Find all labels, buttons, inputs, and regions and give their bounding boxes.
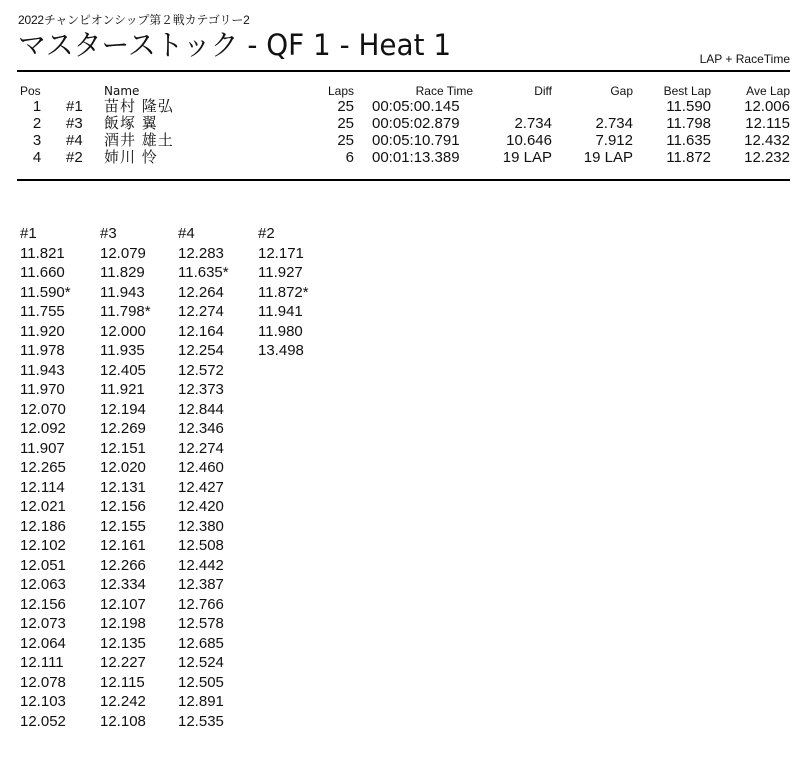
lap-column-car-header: #3 xyxy=(100,225,117,242)
lap-time-cell: 12.572 xyxy=(178,361,224,379)
lap-time-cell: 12.092 xyxy=(20,420,66,437)
lap-time-cell: 12.115 xyxy=(100,673,145,691)
lap-time-cell: 12.052 xyxy=(20,712,66,730)
lap-time-cell: 11.829 xyxy=(100,264,145,281)
lap-time-cell: 12.108 xyxy=(100,712,146,730)
lap-time-cell: 12.242 xyxy=(100,693,146,710)
result-pos: 4 xyxy=(32,149,42,166)
lap-time-cell: 12.844 xyxy=(178,400,224,418)
result-row xyxy=(0,115,800,132)
result-driver-name: 姉川 怜 xyxy=(104,148,158,166)
col-name-header: Name xyxy=(104,84,140,98)
result-laps: 25 xyxy=(337,132,354,149)
result-driver-name: 飯塚 翼 xyxy=(104,114,158,132)
lap-time-cell: 12.460 xyxy=(178,459,224,476)
lap-time-cell: 12.380 xyxy=(178,517,224,535)
result-row xyxy=(0,98,800,115)
lap-time-cell: 12.405 xyxy=(100,361,146,379)
lap-time-cell: 12.131 xyxy=(100,478,146,496)
lap-time-cell: 11.943 xyxy=(100,283,145,301)
lap-time-cell: 12.274 xyxy=(178,303,224,320)
lap-time-cell: 12.535 xyxy=(178,712,224,730)
lap-time-cell: 12.021 xyxy=(20,498,66,515)
lap-time-cell: 11.821 xyxy=(20,244,65,262)
lap-column-car-header: #1 xyxy=(20,225,37,242)
result-gap: 2.734 xyxy=(595,115,633,132)
timing-mode-label: LAP + RaceTime xyxy=(699,52,790,66)
lap-time-cell: 11.943 xyxy=(20,361,65,379)
col-laps-header: Laps xyxy=(327,84,354,98)
lap-time-cell: 12.442 xyxy=(178,556,224,574)
lap-time-cell: 12.346 xyxy=(178,420,224,437)
lap-time-cell: 12.427 xyxy=(178,478,224,496)
lap-time-cell: 12.283 xyxy=(178,244,224,262)
result-car-number: #3 xyxy=(66,115,83,132)
lap-time-cell: 12.135 xyxy=(100,634,146,652)
result-laps: 25 xyxy=(337,98,354,115)
result-ave-lap: 12.232 xyxy=(744,149,790,166)
result-gap: 7.912 xyxy=(595,132,633,149)
lap-time-cell: 11.941 xyxy=(258,303,303,320)
result-pos: 3 xyxy=(32,132,42,149)
lap-time-cell: 12.051 xyxy=(20,556,66,574)
lap-column xyxy=(20,224,100,731)
lap-time-cell: 12.079 xyxy=(100,244,146,262)
results-bottom-rule xyxy=(17,179,790,181)
page-title: マスターストック - QF 1 - Heat 1 xyxy=(18,28,452,62)
lap-time-cell: 11.872* xyxy=(258,283,309,301)
lap-time-cell: 12.891 xyxy=(178,693,224,710)
col-race-time-header: Race Time xyxy=(415,84,473,98)
col-pos-header: Pos xyxy=(20,84,41,98)
lap-time-cell: 12.274 xyxy=(178,439,224,457)
lap-time-cell: 11.980 xyxy=(258,322,303,340)
result-row xyxy=(0,132,800,149)
lap-column xyxy=(100,224,180,731)
lap-time-cell: 12.114 xyxy=(20,478,65,496)
lap-time-cell: 12.508 xyxy=(178,537,224,554)
result-race-time: 00:05:00.145 xyxy=(372,98,460,115)
col-diff-header: Diff xyxy=(534,84,552,98)
result-best-lap: 11.590 xyxy=(666,98,711,115)
result-laps: 6 xyxy=(345,149,354,166)
lap-time-cell: 12.064 xyxy=(20,634,66,652)
lap-time-cell: 11.921 xyxy=(100,381,145,398)
result-diff: 2.734 xyxy=(514,115,552,132)
result-driver-name: 酒井 雄土 xyxy=(104,131,174,149)
result-best-lap: 11.798 xyxy=(666,115,711,132)
result-diff: 19 LAP xyxy=(502,149,552,166)
lap-time-cell: 12.000 xyxy=(100,322,146,340)
lap-time-cell: 11.755 xyxy=(20,303,65,320)
col-ave-lap-header: Ave Lap xyxy=(746,84,790,98)
result-race-time: 00:05:02.879 xyxy=(372,115,460,132)
lap-time-cell: 12.578 xyxy=(178,615,224,632)
lap-time-cell: 12.107 xyxy=(100,595,146,613)
lap-time-cell: 12.387 xyxy=(178,576,224,593)
result-gap: 19 LAP xyxy=(583,149,633,166)
lap-time-cell: 12.103 xyxy=(20,693,66,710)
lap-time-cell: 12.063 xyxy=(20,576,66,593)
lap-time-cell: 12.254 xyxy=(178,342,224,359)
lap-time-cell: 12.156 xyxy=(20,595,66,613)
lap-time-cell: 11.798* xyxy=(100,303,151,320)
lap-time-cell: 11.970 xyxy=(20,381,65,398)
lap-time-cell: 12.269 xyxy=(100,420,146,437)
lap-time-cell: 12.171 xyxy=(258,244,304,262)
result-race-time: 00:01:13.389 xyxy=(372,149,460,166)
col-gap-header: Gap xyxy=(610,84,633,98)
lap-time-cell: 12.102 xyxy=(20,537,66,554)
lap-time-cell: 12.265 xyxy=(20,459,66,476)
results-header-row xyxy=(0,84,800,98)
lap-time-cell: 12.266 xyxy=(100,556,146,574)
lap-time-cell: 12.227 xyxy=(100,654,146,671)
lap-time-cell: 12.524 xyxy=(178,654,224,671)
lap-time-cell: 11.927 xyxy=(258,264,303,281)
results-table xyxy=(0,84,800,166)
event-subtitle: 2022チャンピオンシップ第２戦カテゴリー2 xyxy=(18,13,250,27)
lap-column xyxy=(178,224,258,731)
lap-time-cell: 11.660 xyxy=(20,264,65,281)
lap-time-cell: 12.073 xyxy=(20,615,66,632)
result-car-number: #4 xyxy=(66,132,83,149)
lap-time-cell: 12.111 xyxy=(20,654,64,671)
lap-column-car-header: #2 xyxy=(258,225,275,242)
result-laps: 25 xyxy=(337,115,354,132)
lap-time-cell: 11.920 xyxy=(20,322,65,340)
lap-time-cell: 12.155 xyxy=(100,517,146,535)
lap-time-cell: 12.685 xyxy=(178,634,224,652)
lap-time-cell: 12.156 xyxy=(100,498,146,515)
result-ave-lap: 12.006 xyxy=(744,98,790,115)
result-ave-lap: 12.432 xyxy=(744,132,790,149)
col-best-lap-header: Best Lap xyxy=(663,84,711,98)
lap-time-cell: 11.635* xyxy=(178,264,229,281)
lap-time-cell: 12.766 xyxy=(178,595,224,613)
lap-time-cell: 11.978 xyxy=(20,342,65,359)
lap-time-cell: 12.194 xyxy=(100,400,146,418)
result-race-time: 00:05:10.791 xyxy=(372,132,460,149)
lap-time-cell: 12.164 xyxy=(178,322,224,340)
lap-time-cell: 12.020 xyxy=(100,459,146,476)
result-driver-name: 苗村 隆弘 xyxy=(104,97,174,115)
result-pos: 1 xyxy=(32,98,42,115)
lap-time-cell: 11.907 xyxy=(20,439,65,457)
result-best-lap: 11.635 xyxy=(666,132,711,149)
lap-time-cell: 12.334 xyxy=(100,576,146,593)
result-diff: 10.646 xyxy=(506,132,552,149)
lap-time-cell: 12.505 xyxy=(178,673,224,691)
lap-column xyxy=(258,224,338,361)
result-pos: 2 xyxy=(32,115,42,132)
lap-time-cell: 12.161 xyxy=(100,537,146,554)
lap-time-cell: 12.420 xyxy=(178,498,224,515)
result-car-number: #2 xyxy=(66,149,83,166)
result-ave-lap: 12.115 xyxy=(745,115,790,132)
lap-time-cell: 12.070 xyxy=(20,400,66,418)
lap-time-cell: 13.498 xyxy=(258,342,304,359)
header-rule xyxy=(17,70,790,72)
lap-time-cell: 12.373 xyxy=(178,381,224,398)
result-row xyxy=(0,149,800,166)
lap-time-cell: 12.198 xyxy=(100,615,146,632)
lap-time-cell: 12.186 xyxy=(20,517,66,535)
lap-time-cell: 11.935 xyxy=(100,342,145,359)
lap-time-cell: 12.078 xyxy=(20,673,66,691)
lap-column-car-header: #4 xyxy=(178,225,195,242)
lap-time-cell: 11.590* xyxy=(20,283,71,301)
lap-time-cell: 12.151 xyxy=(100,439,146,457)
lap-time-cell: 12.264 xyxy=(178,283,224,301)
result-car-number: #1 xyxy=(66,98,83,115)
result-best-lap: 11.872 xyxy=(666,149,711,166)
